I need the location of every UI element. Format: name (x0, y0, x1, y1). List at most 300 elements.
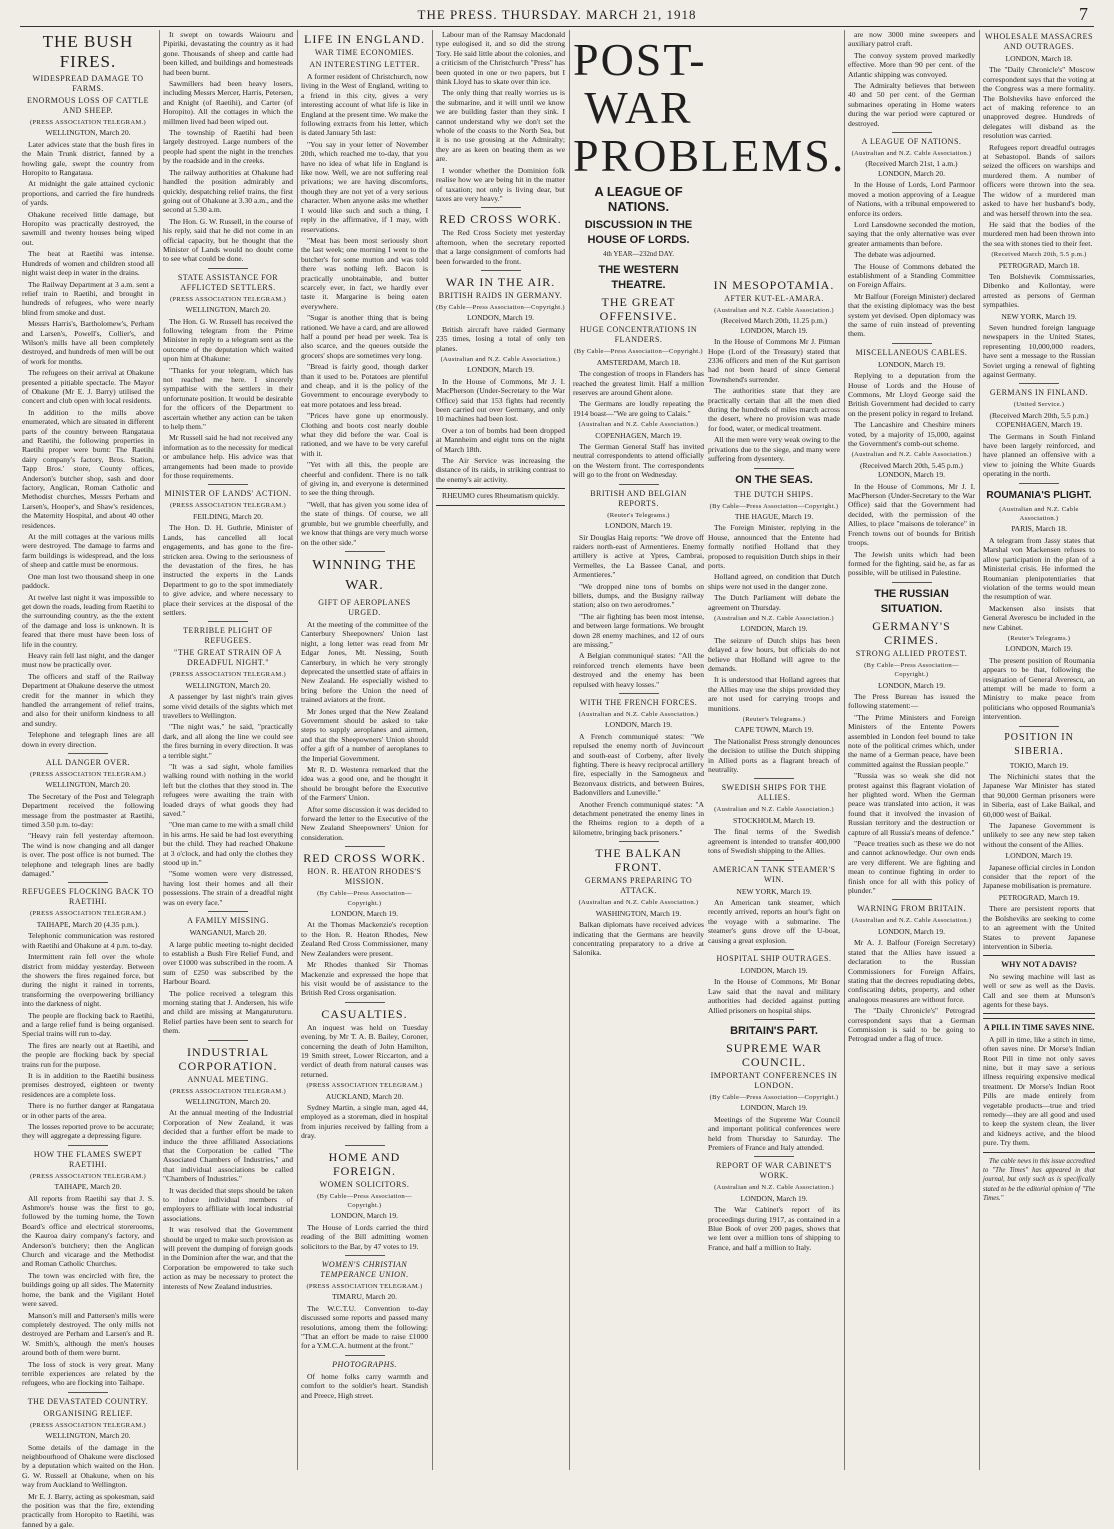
dateline: LONDON, March 19. (1005, 851, 1073, 861)
headline-organising: ORGANISING RELIEF. (43, 1408, 133, 1418)
separator (754, 778, 794, 779)
headline-supreme-council: SUPREME WAR COUNCIL. (726, 1040, 822, 1069)
headline-industrial: INDUSTRIAL CORPORATION. (178, 1044, 278, 1073)
dateline: LONDON, March 19. (877, 680, 946, 690)
paragraph: The Japanese Government is unlikely to see any new step taken without the consent of the Allies. (983, 821, 1095, 849)
separator (754, 1019, 794, 1020)
paragraph: An American tank steamer, which recently arrived, reports an hour's fight on the voyage with a submarine. The steamer's guns drove off the U-boat, causing a great explosion. (708, 897, 840, 945)
credit: (PRESS ASSOCIATION TELEGRAM.) (306, 1283, 423, 1291)
dateline: (Received March 21st, 1 a.m.) LONDON, March 20. (865, 159, 958, 178)
subhead: GERMANS PREPARING TO ATTACK. (584, 876, 693, 896)
column-7 (848, 30, 975, 1470)
headline-devastated: THE DEVASTATED COUNTRY. (27, 1396, 149, 1406)
paragraph: Seven hundred foreign language newspapers in the United States, representing 10,000,000 readers, have sent a message to the Russian Soviet urging a renewal of fighting against Germany. (983, 322, 1095, 379)
column-rule (844, 30, 845, 1470)
separator (68, 1392, 108, 1393)
paragraph: All the men were very weak owing to the privations due to the siege, and many were suffering from dysentery. (708, 435, 840, 464)
credit: (Australian and N.Z. Cable Association.) (440, 355, 561, 363)
credit: (By Cable—Press Association—Copyright.) (317, 890, 412, 907)
paragraph: "You say in your letter of November 20th, which reached me to-day, that you have no idea of what life in England is like now. Well, we are not suffering real privations; we are having discomforts, though they are not yet of a very serious character. When anyone asks me whether I would like such and such a thing, I reply in the affirmative, if I may, with reservations. (301, 139, 428, 234)
paragraph: In the House of Commons, Mr J. I. MacPherson (Under-Secretary to the War Office) said that 153 fights had recently been carried out over Germany, and only 10 machines had been lost. (436, 376, 565, 424)
headline-minister-lands: MINISTER OF LANDS' ACTION. (164, 489, 292, 499)
paragraph: The Lancashire and Cheshire miners voted, by a majority of 15,000, against the Government's comb-out scheme. (848, 420, 975, 449)
credit: (PRESS ASSOCIATION TELEGRAM.) (29, 1421, 147, 1429)
headline-danger-over: ALL DANGER OVER. (45, 758, 131, 767)
paragraph: The House of Commons debated the establishment of a Standing Committee on Foreign Affairs. (848, 261, 975, 290)
headline-photographs: PHOTOGRAPHS. (332, 1359, 397, 1369)
separator (619, 841, 659, 842)
headline-family-missing: A FAMILY MISSING. (187, 916, 269, 926)
paragraph: It is understood that Holland agrees that the Allies may use the ships provided they are not used for carrying troops and munitions. (708, 675, 840, 713)
paragraph: "Bread is fairly good, though darker than it used to be. Potatoes are plentiful and cheap, and it is the policy of the Government to encourage everybody to eat more potatoes and less bread. (301, 362, 428, 409)
separator (892, 343, 932, 344)
subhead: "THE GREAT STRAIN OF A DREADFUL NIGHT." (174, 648, 282, 668)
paragraph: The Nationalist Press strongly denounces the decision to utilise the Dutch shipping in Allied ports as a flagrant breach of neutrality. (708, 736, 840, 775)
paragraph: The Germans are loudly repeating the 1914 boast—"We are going to Calais." (573, 399, 704, 418)
paragraph: "The air fighting has been most intense, and between large formations. We brought down 28 enemy machines, and 12 of ours are missing." (573, 611, 704, 649)
headline-hospital-ship: HOSPITAL SHIP OUTRAGES. (716, 953, 832, 963)
paragraph: Mr Balfour (Foreign Minister) declared that the existing diplomacy was the best system yet devised. Open diplomacy was the same of ruin instead of preventing them. (848, 291, 975, 339)
dateline: LONDON, March 19. (740, 1193, 808, 1203)
dateline: LONDON, March 19. (466, 365, 535, 375)
paragraph: After some discussion it was decided to forward the letter to the Executive of the New Zealand Sheepowners' Union for consideration. (301, 804, 428, 842)
paragraph: Japanese official circles in London consider that the report of the Japanese mobilisation is premature. (983, 862, 1095, 891)
paragraph: The War Cabinet's report of its proceedings during 1917, as contained in a Blue Book of over 200 pages, shows that we lent over a million tons of shipping to France, and half a million to Italy. (708, 1205, 840, 1252)
paragraph: Messrs Harris's, Bartholomew's, Perham and Larsen's, Powell's, Collier's, and Wilson's mills have all been completely destroyed, and hundreds of men will be out of work for months. (22, 319, 154, 366)
separator (619, 484, 659, 485)
dateline: NEW YORK, March 19. (736, 886, 812, 896)
paragraph: Mr Rhodes thanked Sir Thomas Mackenzie and expressed the hope that his visit would be of assistance to the British Red Cross organisation. (301, 960, 428, 998)
headline-swedish-ships: SWEDISH SHIPS FOR THE ALLIES. (721, 783, 827, 803)
column-rule (432, 30, 433, 1470)
dateline: PARIS, March 18. (1011, 524, 1067, 534)
headline-great-offensive: THE GREAT OFFENSIVE. (599, 295, 678, 324)
paragraph: The Jewish units which had been formed for the fighting, said he, as far as possible, will be utilised in Palestine. (848, 549, 975, 578)
dateline: LONDON, March 19. (877, 359, 946, 369)
paragraph: At midnight the gale attained cyclonic proportions, and carried the fire hundreds of yards. (22, 179, 154, 208)
headline-flocking-back: REFUGEES FLOCKING BACK TO RAETIHI. (22, 887, 154, 907)
subhead: WOMEN SOLICITORS. (319, 1179, 410, 1189)
dateline: LONDON, March 18. (1005, 54, 1073, 63)
paragraph: I wonder whether the Dominion folk realise how we are being hit in the matter of taxation; not only is living dear, but taxes are very heavy." (436, 165, 565, 203)
paragraph: Labour man of the Ramsay Macdonald type eulogised it, and so did the strong Tory. He said little about the colonies, and a criticism of the Christchurch "Press" has been quoted in one or two papers, but I think Lloyd has to skate over thin ice. (436, 30, 565, 87)
page-number: 7 (1079, 4, 1088, 24)
separator (892, 582, 932, 583)
headline-russian-situation: THE RUSSIAN SITUATION. (874, 587, 949, 615)
paragraph: "Some women were very distressed, having lost their homes and all their possessions. The strain of a dreadful night was on every face." (163, 869, 293, 907)
paragraph: "Peace treaties such as these we do not and cannot acknowledge. Our own ends are very different. We are fighting and mean to continue fighting in order to finish once for all with this policy of plunder." (848, 839, 975, 896)
credit: (Australian and N.Z. Cable Association.) (714, 806, 834, 814)
separator (481, 207, 521, 208)
separator (754, 1156, 794, 1157)
credit: (By Cable—Press Association—Copyright.) (709, 1093, 839, 1101)
headline-temperance: WOMEN'S CHRISTIAN TEMPERANCE UNION. (320, 1260, 409, 1280)
paragraph: Meetings of the Supreme War Council and important political conferences were held from Thursday to Saturday. The Premiers of France and Italy attended. (708, 1114, 840, 1152)
paragraph: Later advices state that the bush fires in the Main Trunk district, fanned by a howling gale, swept the country from Horopito to Rangataua. (22, 139, 154, 178)
headline-post-war: POST-WAR PROBLEMS. (573, 34, 846, 181)
paragraph: British aircraft have raided Germany 235 times, losing a total of only ten planes. (436, 324, 565, 353)
separator (345, 1002, 385, 1003)
dateline: STOCKHOLM, March 19. (732, 815, 816, 825)
paragraph: The W.C.T.U. Convention to-day discussed some reports and passed many resolutions, among them the following: "That an effort be made to raise £1000 for a Y.M.C.A. hutment at the front." (301, 1303, 428, 1351)
separator (1019, 726, 1059, 727)
paragraph: The debate was adjourned. (854, 250, 936, 260)
paragraph: "Prices have gone up enormously. Clothing and boots cost nearly double what they did before the war. Coal is rationed, and we have to be very careful with it. (301, 411, 428, 458)
credit: (By Cable—Press Association—Copyright.) (709, 502, 839, 510)
war-day-count: 4th YEAR—232nd DAY. (602, 250, 675, 258)
credit: (Australian and N.Z. Cable Association.) (851, 917, 972, 925)
headline-on-the-seas: ON THE SEAS. (735, 473, 813, 486)
paragraph: Refugees report dreadful outrages at Sebastopol. Bands of sailors seized the officers on warships and murdered them. A number of officers were thrown into the sea. The widow of a murdered man asked to have her husband's body, and was herself thrown into the sea. (983, 142, 1095, 218)
paragraph: Of home folks carry warmth and comfort to the soldier's heart. Standish and Preece, High street. (301, 1371, 428, 1400)
paragraph: At the Thomas Mackenzie's reception to the Hon. R. Heaton Rhodes, New Zealand Red Cross Commissioner, many New Zealanders were present. (301, 920, 428, 958)
subhead: THE DUTCH SHIPS. (734, 489, 814, 499)
headline-roumanias-plight: ROUMANIA'S PLIGHT. (986, 489, 1092, 501)
paragraph: In the House of Commons Mr J. Pitman Hope (Lord of the Treasury) stated that 2336 officers and men of the Kut garrison had not been heard of since General Townshend's surrender. (708, 337, 840, 384)
paragraph: The only thing that really worries us is the submarine, and it will until we know we are building faster than they sink. I cannot understand why we don't set the whole of the coasts to the North Sea, but it is no use grousing at the Admiralty; they are as keen on beating them as we are. (436, 88, 565, 164)
headline-war-cabinet: REPORT OF WAR CABINET'S WORK. (716, 1161, 832, 1181)
paragraph: All reports from Raetihi say that J. S. Ashmore's house was the first to go, followed by the turning home, the Town Board's office and electrical storerooms, the Kauroa dairy company's factory, and Anderson's butchery; then the Anglican Church and vicarage and the Methodist and Roman Catholic Churches. (22, 1193, 154, 1269)
dateline: LONDON, March 19. (604, 521, 673, 531)
subhead: AFTER KUT-EL-AMARA. (724, 294, 824, 303)
paragraph: The Press Bureau has issued the following statement:— (848, 691, 975, 711)
credit: (United Service.) (1013, 401, 1065, 409)
paragraph: "Heavy rain fell yesterday afternoon. The wind is now changing and all danger is over. The post office is not burned. The telephone and telegraph lines are badly damaged." (22, 831, 154, 879)
paragraph: Balkan diplomats have received advices indicating that the Germans are heavily concentrating preparatory to a drive at Salonika. (573, 920, 704, 958)
paragraph: The "Daily Chronicle's" Moscow correspondent says that the voting at the Congress was a mere formality. The Bolsheviks have enforced the act of making reference to an unapproved degree. Hundreds of delegates will disband as the resolution was carried. (983, 65, 1095, 141)
paragraph: Ohakune received little damage, but Horopito was practically destroyed, the sawmill and twenty houses being wiped out. (22, 209, 154, 247)
paragraph: Over a ton of bombs had been dropped at Mannheim and eight tons on the night of March 18th. (436, 425, 565, 454)
separator (208, 1040, 248, 1041)
paragraph: The Hon. D. H. Guthrie, Minister of Lands, has cancelled all local engagements, and has gone to the fire-stricken area. Owing to the seriousness of the devastation of the fires, he has instructed the experts in the Lands Department to go to the spot immediately to give advice, and where necessary to place their services at the disposal of the settlers. (163, 523, 293, 617)
paragraph: It is in addition to the Raetihi business premises destroyed, eighteen or twenty residences are a complete loss. (22, 1070, 154, 1099)
credit: (Australian and N.Z. Cable Association.) (851, 451, 972, 459)
column-rule (159, 30, 160, 1470)
dateline: PETROGRAD, March 18. (998, 260, 1080, 270)
paragraph: The Nichinichi states that the Japanese War Minister has stated that 90,000 German prisoners were in Siberia, east of Lake Baikal, and 60,000 west of Baikal. (983, 772, 1095, 819)
dateline: THE HAGUE, March 19. (734, 511, 814, 521)
headline-position-siberia: POSITION IN SIBERIA. (1004, 731, 1074, 757)
headline-western-theatre: THE WESTERN THEATRE. (598, 264, 679, 292)
paragraph: Sawmillers had been heavy losers, including Messrs Mercer, Harris, Petersen, and Knight (of Raetihi), and Carter (of Horopito). All the cottages in which the millmen lived had been wiped out. (163, 79, 293, 126)
credit: (PRESS ASSOCIATION TELEGRAM.) (29, 119, 147, 126)
credit: (PRESS ASSOCIATION TELEGRAM.) (169, 295, 287, 303)
dateline: LONDON, March 19. (877, 926, 946, 936)
headline-state-assistance: STATE ASSISTANCE FOR AFFLICTED SETTLERS. (177, 272, 279, 292)
headline-life-england: LIFE IN ENGLAND. (304, 32, 425, 46)
headline-league-of-nations: A LEAGUE OF NATIONS. (861, 137, 962, 147)
dateline: FEILDING, March 20. (192, 511, 264, 521)
headline-red-cross: RED CROSS WORK. (303, 851, 426, 866)
paragraph: The fires are nearly out at Raetihi, and the people are flocking back by special trains run for the purpose. (22, 1040, 154, 1069)
credit: (By Cable—Press Association—Copyright.) (436, 303, 565, 311)
paragraph: In the House of Commons, Mr J. I. MacPherson (Under-Secretary to the War Office) said that the Government had decided, with the permission of the Allies, to place "maisons de tolerance" in French towns out of bounds for British troops. (848, 481, 975, 548)
column-4 (436, 30, 565, 1470)
paragraph: At the meeting of the committee of the Canterbury Sheepowners' Union last night, a long letter was read from Mr Edgar Jones, Mt. Nessing, South Canterbury, in which he very strongly deprecated the unsettled state of affairs in New Zealand. He especially wished to bring before the Union the need of trained aviators at the front. (301, 619, 428, 705)
paragraph: The convoy system proved markedly effective. More than 90 per cent. of the Atlantic shipping was convoyed. (848, 50, 975, 79)
dateline: WELLINGTON, March 20. (185, 1096, 271, 1106)
credit: (Australian and N.Z. Cable Association.) (578, 421, 699, 429)
separator (208, 268, 248, 269)
dateline: AMSTERDAM, March 18. (596, 357, 681, 367)
paragraph: The German General Staff has invited neutral correspondents to attend officially on the Western front. The correspondents will go to the front on Wednesday. (573, 442, 704, 480)
paragraph: "Thanks for your telegram, which has not reached me here. I sincerely sympathise with the settlers in their unfortunate position. It would be desirable for the officers of the Department to ascertain whether any action can be taken to help them." (163, 365, 293, 432)
paragraph: Replying to a deputation from the House of Lords and the House of Commons, Mr Lloyd George said the British Government had decided to carry on the present policy in regard to Ireland. (848, 371, 975, 418)
paragraph: The railway authorities at Ohakune had handled the position admirably and quickly, despatching relief trains, the first going out of Ohakune at 3.30 a.m., and the second at 5.30 a.m. (163, 167, 293, 215)
column-2 (163, 30, 293, 1470)
separator (754, 860, 794, 861)
paragraph: The Red Cross Society met yesterday afternoon, when the secretary reported that a large consignment of comforts had been forwarded to the front. (436, 228, 565, 266)
separator (481, 270, 521, 271)
subhead: HUGE CONCENTRATIONS IN FLANDERS. (579, 325, 698, 345)
dateline: PETROGRAD, March 19. (998, 892, 1080, 902)
separator (892, 132, 932, 133)
dateline: TAIHAPE, March 20. (54, 1182, 122, 1192)
paragraph: A Belgian communiqué states: "All the reinforced trench elements have been destroyed and the enemy has been repulsed with heavy losses." (573, 651, 704, 689)
credit: (PRESS ASSOCIATION TELEGRAM.) (169, 671, 287, 679)
dateline: WELLINGTON, March 20. (45, 780, 131, 790)
column-rule (569, 30, 570, 1470)
dateline: (Received March 20th, 11.25 p.m.) LONDON, March 19. (720, 316, 828, 335)
paragraph: The loss of stock is very great. Many terrible experiences are related by the refugees, who are flocking into Taihape. (22, 1359, 154, 1388)
subhead: GIFT OF AEROPLANES URGED. (318, 597, 411, 617)
dateline: LONDON, March 19. (604, 720, 673, 730)
advert-title: A PILL IN TIME SAVES NINE. (983, 1023, 1095, 1033)
paragraph: The town was encircled with fire, the buildings going up all sides. The Maternity home, the bank and the Vigilant Hotel were saved. (22, 1270, 154, 1309)
credit: (Received March 20th, 5.5 p.m.) (991, 251, 1087, 259)
paragraph: The final terms of the Swedish agreement is intended to transfer 400,000 tons of Swedish shipping to the Allies. (708, 827, 840, 856)
dateline: AUCKLAND, March 20. (325, 1091, 404, 1101)
times-footnote: The cable news in this issue accredited to "The Times" has appeared in that journal, but only such as is specifically stated to be the editorial opinion of "The Times." (983, 1157, 1095, 1203)
headline-bush-fires: THE BUSH FIRES. (42, 32, 134, 71)
separator (754, 468, 794, 469)
dateline: WELLINGTON, March 20. (45, 1431, 131, 1441)
dateline: CAPE TOWN, March 19. (734, 725, 814, 735)
paragraph: Mr E. J. Barry, acting as spokesman, said the position was that the fire, extending practically from Horopito to Raetihi, was fanned by a gale. (22, 1491, 154, 1529)
column-rule (297, 30, 298, 1470)
paragraph: Mr A. J. Balfour (Foreign Secretary) stated that the Allies have issued a declaration to the Russian Commissioners for Foreign Affairs, stating that the decrees repudiating debts, confiscating debts, property, and other analogous measures are without force. (848, 938, 975, 1004)
paragraph: The present position of Roumania appears to be that, following the resignation of General Averescu, an attempt will be made to form a Ministry to make peace from politicians who opposed Roumania's intervention. (983, 655, 1095, 722)
paragraph: "Sugar is another thing that is being rationed. We have a card, and are allowed half a pound per head per week. Tea is also scarce, and the queues outside the grocers' shops are sometimes very long. (301, 313, 428, 360)
headline-britains-part: BRITAIN'S PART. (730, 1024, 818, 1037)
paragraph: The losses reported prove to be accurate; they will aggregate a depressing figure. (22, 1122, 154, 1141)
paragraph: At the annual meeting of the Industrial Corporation of New Zealand, it was decided that a further effort be made to induce the three affiliated Associations that the Corporation be called "The Associated Chambers of Industries," and that individual associations be called "Chambers of Industries." (163, 1108, 293, 1184)
headline-germans-finland: GERMANS IN FINLAND. (989, 388, 1089, 398)
dateline: LONDON, March 19. (740, 624, 808, 634)
credit: (Reuter's Telegrams.) (607, 511, 670, 519)
paragraph: A large public meeting to-night decided to establish a Bush Fire Relief Fund, and over £1000 was subscribed in the room. A sum of £250 was subscribed by the Harbour Board. (163, 939, 293, 987)
paragraph: In the House of Commons, Mr Bonar Law said that the naval and military authorities had decided against putting Allied prisoners on hospital ships. (708, 977, 840, 1015)
paragraph: At twelve last night it was impossible to get down the roads, leading from Raetihi to the surrounding country, as the the extent of the damage and loss is unknown. It is feared that there must have been loss of life in the country. (22, 592, 155, 649)
credit: (Reuter's Telegrams.) (1007, 634, 1071, 642)
paragraph: "One man came to me with a small child in his arms. He said he had lost everything but the child. They had reached Ohakune at 3 o'clock, and had only the clothes they stood up in." (163, 820, 293, 868)
paragraph: An inquest was held on Tuesday evening, by Mr T. A. B. Bailey, Coroner, concerning the death of John Hamilton, 19 Smith street, Lower Riccarton, and a verdict of death from natural causes was returned. (301, 1022, 428, 1079)
paragraph: Some details of the damage in the neighbourhood of Ohakune were disclosed by a deputation which waited on the Hon. G. W. Russell at Ohakune, when on his way from Auckland to Wellington. (22, 1442, 154, 1490)
dateline: LONDON, March 19. (466, 313, 535, 323)
paragraph: The Admiralty believes that between 40 and 50 per cent. of the German submarines operating in Home waters during the war period were captured or destroyed. (848, 81, 975, 128)
advert-text: No sewing machine will last as well or sew as well as the Davis. Call and see them at Munson's agents for these bays. (983, 971, 1095, 1009)
advert-title: WHY NOT A DAVIS? (1001, 960, 1077, 970)
credit: (By Cable—Press Association—Copyright.) (864, 661, 959, 679)
separator (1019, 383, 1059, 384)
paragraph: A telegram from Jassy states that Marshal von Mackensen refuses to allow participation in the plan of a Ministerial crisis. He informed the Roumanian plenipotentiaries that violation of the terms would mean the resumption of war. (983, 535, 1095, 602)
dateline: COPENHAGEN, March 19. (595, 430, 682, 440)
separator (345, 1255, 385, 1256)
paragraph: A passenger by last night's train gives some vivid details of the sights which met travellers to Wellington. (163, 692, 293, 720)
headline-british-belgian: BRITISH AND BELGIAN REPORTS. (590, 488, 687, 508)
separator (68, 753, 108, 754)
headline-spacer (708, 30, 840, 276)
headline-flames-swept: HOW THE FLAMES SWEPT RAETIHI. (33, 1149, 143, 1169)
paragraph: Holland agreed, on condition that Dutch ships were not used in the danger zone. (708, 572, 840, 591)
credit: (By Cable—Press Association—Copyright.) (574, 348, 703, 356)
separator (208, 621, 248, 622)
subhead: STRONG ALLIED PROTEST. (855, 648, 968, 658)
paragraph: It was decided that steps should be taken to induce individual members of employers to affiliate with local industrial associations. (163, 1185, 293, 1223)
headline-warning-britain: WARNING FROM BRITAIN. (857, 904, 966, 914)
headline-winning-war: WINNING THE WAR. (312, 557, 417, 593)
headline-mesopotamia: IN MESOPOTAMIA. (713, 278, 835, 292)
paragraph: Lord Lansdowne seconded the motion, saying that the only alternative was ever greater armaments than before. (848, 219, 975, 248)
headline-french-forces: WITH THE FRENCH FORCES. (579, 698, 698, 707)
paragraph: One man lost two thousand sheep in one paddock. (22, 571, 154, 591)
dateline: TIMARU, March 20. (332, 1292, 397, 1302)
subhead: ENORMOUS LOSS OF CATTLE AND SHEEP. (27, 96, 149, 115)
paragraph: Heavy rain fell last night, and the danger must now be practically over. (22, 650, 154, 670)
paragraph: In addition to the mills above enumerated, which are situated in different parts of the country between Rangataua and Raetihi, the following properties in Raetihi proper were burnt: The Raetihi dairy company's factory, Bros. Station, Tapp Bros.' store, County offices, Anderson's butcher shop, sash and door factory, Anglican, Roman Catholic and Methodist churches, Messrs Perham and Larsen's, Hooper's, and Shaw's residences, the Maternity Hospital, and about 40 other residences. (22, 407, 154, 530)
paragraph: The Foreign Minister, replying in the House, announced that the Entente had formally notified Holland that they proposed to requisition Dutch ships in their ports. (708, 523, 840, 570)
paragraph: The "Daily Chronicle's" Petrograd correspondent says that a German Commission is said to be going to Petrograd under a flag of truce. (848, 1006, 975, 1044)
paragraph: Mackensen also insists that General Averescu be included in the new Cabinet. (983, 603, 1095, 632)
paragraph: "Well, that has given you some idea of the state of things. Of course, we all grumble, but we grumble cheerfully, and we know that things are very much worse on the other side." (301, 499, 428, 547)
headline-casualties: CASUALTIES. (321, 1006, 408, 1021)
credit: (Australian and N.Z. Cable Association.) (714, 307, 834, 314)
paragraph: A former resident of Christchurch, now living in the West of England, writing to a friend in this city, gives a very interesting account of what life is like in England at the present time. We make the following extracts from his letter, which is dated January 5th last: (301, 72, 428, 138)
paragraph: In the House of Lords, Lord Parmoor moved a motion approving of a League of Nations, with a tribunal empowered to enforce its orders. (848, 180, 975, 218)
separator (208, 911, 248, 912)
headline-league-nations: A LEAGUE OF NATIONS. (594, 184, 683, 214)
subhead: HON. R. HEATON RHODES'S MISSION. (307, 867, 422, 887)
separator (345, 1145, 385, 1146)
paragraph: The Railway Department at 3 a.m. sent a relief train to Raetihi, and brought in hundreds of refugees, who were nearly blind from smoke and dust. (22, 279, 154, 317)
paragraph: The Hon. G. W. Russell, in the course of his reply, said that he did not come in an official capacity, but he thought that the Minister of Lands would no doubt come to see what could be done. (163, 216, 293, 264)
dateline: NEW YORK, March 19. (1001, 311, 1077, 321)
headline-home-foreign: HOME AND FOREIGN. (328, 1149, 401, 1178)
paragraph: Manson's mill and Pattersen's mills were completely destroyed. The only mills not destroyed are Perham and Larsen's and R. W. Smith's, although the men's houses around both of them were burnt. (22, 1310, 154, 1358)
credit: (PRESS ASSOCIATION TELEGRAM.) (29, 910, 147, 918)
paragraph: "Russia was so weak she did not protest against this flagrant violation of her plighted word. When the German peace was translated into action, it was found that it involved the invasion of Russian territory and the destruction or capture of all Russia's means of defence." (848, 771, 975, 837)
credit: (PRESS ASSOCIATION TELEGRAM.) (29, 1172, 147, 1180)
headline-plight-refugees: TERRIBLE PLIGHT OF REFUGEES. (183, 626, 273, 646)
paragraph: He said that the bodies of the murdered men had been thrown into the sea with stones tied to their feet. (983, 219, 1095, 248)
paragraph: The authorities state that they are practically certain that all the men died during the hundreds of miles march across the desert, where no provision was made for food, water, or medical treatment. (708, 386, 840, 433)
credit: (By Cable—Press Association—Copyright.) (317, 1192, 412, 1209)
credit: (PRESS ASSOCIATION TELEGRAM.) (169, 502, 287, 510)
separator (68, 882, 108, 883)
pill-advert (983, 1018, 1095, 1152)
credit: (PRESS ASSOCIATION TELEGRAM.) (306, 1082, 423, 1090)
paragraph: Telephonic communication was restored with Raetihi and Ohakune at 4 p.m. to-day. (22, 931, 154, 950)
davis-advert (983, 955, 1095, 1014)
headline-miscellaneous: MISCELLANEOUS CABLES. (855, 347, 968, 357)
paragraph: "The night was," he said, "practically dark, and all along the line we could see the fires burning in every direction. It was a terrible sight." (163, 722, 293, 760)
paragraph: The officers and staff of the Railway Department at Ohakune deserve the utmost credit for the manner in which they handled the arrangement of relief trains, and also for their uniform kindness to all and sundry. (22, 671, 154, 728)
separator (68, 1145, 108, 1146)
masthead (20, 4, 1094, 27)
separator (345, 846, 385, 847)
paragraph: The refugees on their arrival at Ohakune presented a pitiable spectacle. The Mayor of Ohakune (Mr E. J. Barry) utilised the concert and club open with local residents. (22, 368, 154, 406)
paragraph: Mr R. D. Westenra remarked that the idea was a good one, and he thought it should be brought before the Executive of the Farmers' Union. (301, 765, 428, 803)
paragraph: The Dutch Parliament will debate the agreement on Thursday. (708, 593, 840, 612)
dateline: WANGANUI, March 20. (189, 928, 267, 938)
paragraph: The Air Service was increasing the distance of its raids, in striking contrast to the enemy's air activity. (436, 456, 565, 484)
paragraph: The Secretary of the Post and Telegraph Department received the following message from the postmaster at Raetihi, timed 3.50 p.m. to-day: (22, 791, 154, 830)
paragraph: The heat at Raetihi was intense. Hundreds of women and children stood all night waist deep in water in the drains. (22, 249, 154, 278)
paragraph: Mr Jones urged that the New Zealand Government should be asked to take steps to supply aeroplanes and airmen, and that the Sheepowners' Union should offer a gift of a number of aeroplanes to the Imperial Government. (301, 706, 428, 763)
column-rule (979, 30, 980, 1470)
paragraph: "Yet with all this, the people are cheerful and confident. There is no talk of giving in, and everyone is determined to see the thing through. (301, 460, 428, 498)
column-3 (301, 30, 428, 1470)
paragraph: Intermittent rain fell over the whole district from midday yesterday. Between the showers the fires regained force, but during the night it rained in torrents, transforming the overpowering brilliancy into the darkness of night. (22, 952, 154, 1009)
dateline: TAIHAPE, March 20 (4.35 p.m.). (36, 919, 140, 929)
masthead-title: THE PRESS. THURSDAY. MARCH 21, 1918 (417, 7, 697, 22)
column-1 (22, 30, 155, 1529)
subhead: WIDESPREAD DAMAGE TO FARMS. (32, 74, 144, 93)
paragraph: The people are flocking back to Raetihi, and a large relief fund is being organised. Special trains will run to-day. (22, 1010, 154, 1039)
paragraph: Telephone and telegraph lines are all down in every direction. (22, 730, 154, 749)
subhead: ANNUAL MEETING. (187, 1074, 269, 1084)
separator (208, 484, 248, 485)
paragraph: are now 3000 mine sweepers and auxiliary patrol craft. (848, 30, 975, 49)
subhead: IMPORTANT CONFERENCES IN LONDON. (710, 1070, 838, 1090)
paragraph: There is no further danger at Rangataua or in other parts of the area. (22, 1101, 154, 1120)
paragraph: There are persistent reports that the Bolsheviks are seeking to come to an agreement with the United States to prevent Japanese intervention in Siberia. (983, 904, 1095, 951)
paragraph: The police received a telegram this morning stating that J. Andersen, his wife and child are missing at Mangaturuturu. Relief parties have been sent to search for them. (163, 988, 293, 1036)
separator (754, 949, 794, 950)
headline-war-air: WAR IN THE AIR. (445, 274, 556, 289)
credit: (Australian and N.Z. Cable Association.) (714, 1184, 834, 1192)
headline-red-cross-work: RED CROSS WORK. (439, 212, 562, 227)
paragraph: Sydney Martin, a single man, aged 44, employed as a storeman, died in hospital from injuries received by falling from a dray. (301, 1102, 428, 1141)
dateline: (Received March 20th, 5.5 p.m.) COPENHAGEN, March 19. (989, 410, 1089, 430)
paragraph: "We dropped nine tons of bombs on billets, dumps, and the Busigny railway station; also on two aerodromes." (573, 581, 704, 610)
paragraph: It was resolved that the Government should be urged to make such provision as will prevent the dumping of foreign goods in the Dominion after the war, and that the Corporation be empowered to take such action as may be necessary to protect the interests of New Zealand industries. (163, 1225, 293, 1291)
dateline: LONDON, March 19. (330, 909, 399, 919)
paragraph: Ten Bolshevik Commissaries, Dibenko and Kollontay, were arrested as persons of German sympathies. (983, 271, 1095, 310)
paragraph: The Germans in South Finland have been largely reinforced, and have planned an offensive with a view to joining the White Guards operating in the north. (983, 431, 1095, 479)
separator (345, 551, 385, 552)
subhead: WAR TIME ECONOMIES. (314, 48, 415, 57)
paragraph: The township of Raetihi had been largely destroyed. Large numbers of the people had spent the night in the trenches by the roadside and in the creeks. (163, 128, 293, 166)
paragraph: Mr Russell said he had not received any information as to the necessity for medical or ambulance help. His advice was that arrangements had been made to provide for those requirements. (163, 433, 293, 481)
paragraph: It swept on towards Waiouru and Pipiriki, devastating the country as it had gone. Thousands of sheep and cattle had been killed, and buildings and homesteads had been burnt. (163, 30, 293, 77)
column-6 (708, 30, 840, 1470)
credit: (PRESS ASSOCIATION TELEGRAM.) (29, 771, 147, 778)
rheumo-advert (436, 488, 565, 505)
paragraph: A French communiqué states: "We repulsed the enemy north of Juvincourt and south-east of Corbeny, after lively fighting. There is heavy reciprocal artillery fire, especially in the Samogneux and Bezonvaux districts, and between Buires, Badonvillers and Luneville." (573, 731, 704, 798)
paragraph: The seizure of Dutch ships has been delayed a few hours, but officials do not believe that Holland will agree to the demands. (708, 635, 840, 673)
dateline: WELLINGTON, March 20. (45, 128, 131, 138)
advert-text: RHEUMO cures Rheumatism quickly. (442, 491, 560, 501)
dateline: WELLINGTON, March 20. (185, 680, 271, 690)
credit: (PRESS ASSOCIATION TELEGRAM.) (169, 1087, 287, 1095)
headline-balkan-front: THE BALKAN FRONT. (595, 846, 682, 875)
separator (345, 1355, 385, 1356)
credit: (Australian and N.Z. Cable Association.) (851, 150, 972, 158)
paragraph: The Hon. G. W. Russell has received the following telegram from the Prime Minister in reply to a telegram sent as the outcome of the deputation which waited upon him at Ohakune: (163, 316, 293, 364)
separator (1019, 483, 1059, 484)
headline-wholesale-massacres: WHOLESALE MASSACRES AND OUTRAGES. (985, 32, 1093, 51)
